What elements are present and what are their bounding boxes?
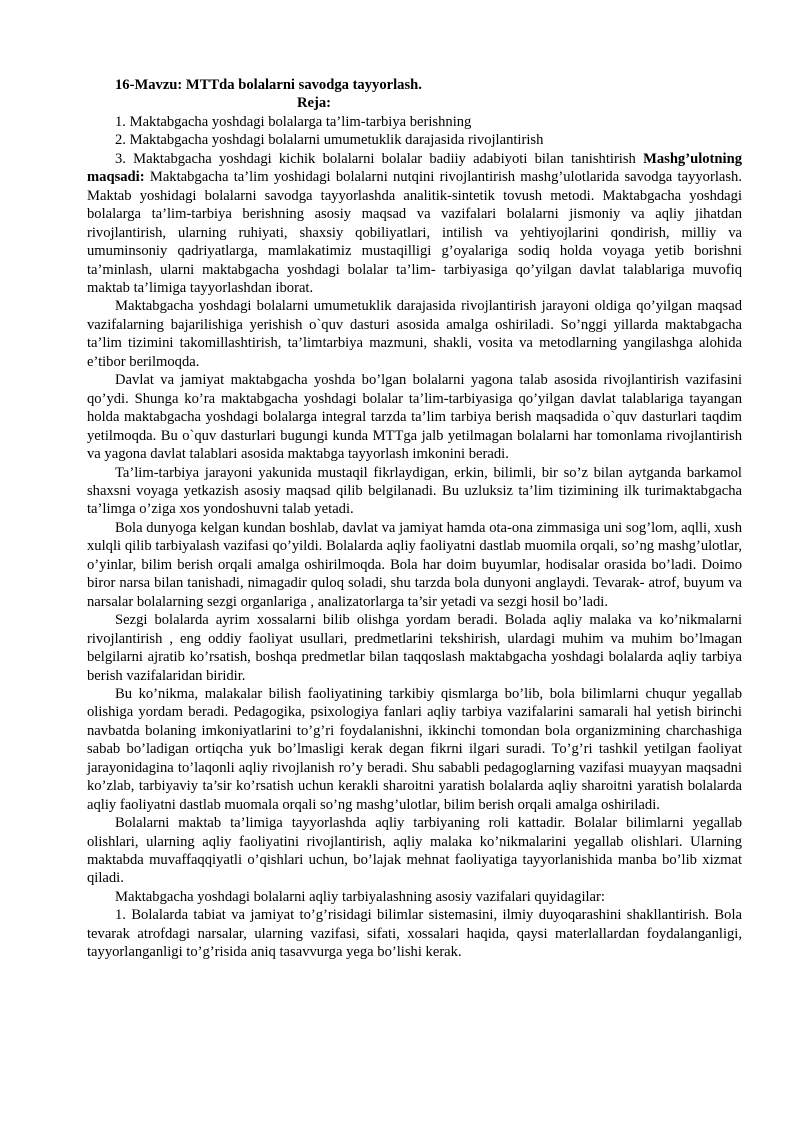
body-paragraph: 1. Bolalarda tabiat va jamiyat to’g’risidagi bilimlar sistemasini, ilmiy duyoqarashini shakllantirish. Bola tevarak atrofdagi narsalar, ularning vazifasi, sifati, xossalari haqida, qaysi materlallardan foydalanganligi, tayyorlanganligi to’g’risida aniq tasavvurga yega bo’lishi kerak. — [87, 907, 742, 961]
plan-heading: Reja: — [297, 95, 332, 112]
document-title: 16-Mavzu: MTTda bolalarni savodga tayyorlash. — [115, 77, 422, 93]
body-paragraph: Bola dunyoga kelgan kundan boshlab, davlat va jamiyat hamda ota-ona zimmasiga uni sog’lom, aqlli, xush xulqli qilib tarbiyalash vazifasi qo’yildi. Bolalarda aqliy faoliyatni dastlab muomila orqali, so’ng mashg’ulotlar, o’yinlar, bilim berish orqali amalga oshirilmoqda. Bola har doim buyumlar, hodisalar orasida bo’ladi. Doimo biror narsa bilan tanishadi, nimagadir quloq soladi, shu tarzda bola dunyoni anglaydi. Tevarak- atrof, buyum va narsalar bolalarning sezgi organlariga , analizatorlarga ta’sir yetadi va sezgi hosil bo’ladi. — [87, 519, 742, 610]
body-paragraph: Maktabgacha yoshdagi bolalarni aqliy tarbiyalashning asosiy vazifalari quyidagilar: — [115, 888, 605, 905]
plan-item: 1. Maktabgacha yoshdagi bolalarga ta’lim-tarbiya berishning — [115, 113, 472, 130]
body-paragraph: Bu ko’nikma, malakalar bilish faoliyatining tarkibiy qismlarga bo’lib, bola bilimlarni chuqur yegallab olishiga yordam beradi. Pedagogika, psixologiya fanlari aqliy tarbiya vazifalarini samarali hal yetish birinchi navbatda bolaning imkoniyatlarini to’g’ri foydalanishni, ikkinchi tomondan bola organizmining charchashiga sabab bo’ladigan ortiqcha yuk bo’lmasligi kerak degan fikrni ilgari suradi. To’g’ri tashkil yetilgan faoliyat jarayonidagina to’laqonli aqliy rivojlanish ro’y beradi. Shu sababli pedagoglarning vazifasi muayyan maqsadni ko’zlab, tarbiyaviy ta’sir ko’rsatish uchun kerakli sharoitni yaratish bolalarda aqliy sharoitni yaratish bolalarda aqliy faoliyatni dastlab muomala orqali so’ng mashg’ulotlar, bilim berish orqali amalga oshiriladi. — [87, 685, 742, 813]
plan-item: 2. Maktabgacha yoshdagi bolalarni umumetuklik darajasida rivojlantirish — [115, 132, 544, 149]
goal-label: Mashg’ulotning maqsadi: — [87, 150, 742, 186]
body-paragraph: Ta’lim-tarbiya jarayoni yakunida mustaqil fikrlaydigan, erkin, bilimli, bir so’z bilan aytganda barkamol shaxsni voyaga yetkazish asosiy maqsad qilib belgilanadi. Bu uzluksiz ta’lim tizimining ilk turimaktabgacha ta’limga o’ziga xos yondoshuvni talab yetadi. — [87, 464, 742, 518]
body-paragraph: Sezgi bolalarda ayrim xossalarni bilib olishga yordam beradi. Bolada aqliy malaka va ko’nikmalarni rivojlantirish , eng oddiy faoliyat usullari, predmetlarini tekshirish, ulardagi muhim va muhim bo’lmagan belgilarni ajratib ko’rsatish, boshqa predmetlar bilan taqqoslash maktabgacha yoshdagi bolalarda aqliy tarbiya berish vazifalaridan biridir. — [87, 612, 742, 684]
goal-text: Maktabgacha ta’lim yoshidagi bolalarni nutqini rivojlantirish mashg’ulotlarida savodga tayyorlash. Maktab yoshidagi bolalarni savodga tayyorlashda analitik-sintetik tovush metodi. Maktabgacha yoshdagi bolalarga ta’lim-tarbiya berishning asosiy maqsad va vazifalari bolalarni jismoniy va aqliy jihatdan rivojlantirish, ularning ruhiyati, shaxsiy qobiliyatlari, intilish va yehtiyojlarini qondirish, milliy va umuminsoniy qadriyatlarga, mamlakatimiz mustaqilligi g’oyalariga sodiq holda voyaga yetib borishni ta’minlash, ularni maktabgacha yoshdagi bolalar ta’lim- tarbiyasiga qo’yilgan davlat talablariga muvofiq maktab ta’limiga tayyorlashdan iborat. — [87, 169, 742, 296]
body-paragraph: Maktabgacha yoshdagi bolalarni umumetuklik darajasida rivojlantirish jarayoni oldiga qo’yilgan maqsad vazifalarning bajarilishiga yerishish o`quv dasturi asosida amalga oshiriladi. So’nggi yillarda maktabgacha ta’lim tizimini takomillashtirish, ta’limtarbiya mazmuni, shakli, vosita va metodlarning yangilashga alohida e’tibor berilmoqda. — [87, 298, 742, 370]
document-page — [87, 76, 742, 962]
body-paragraph: Davlat va jamiyat maktabgacha yoshda bo’lgan bolalarni yagona talab asosida rivojlantirish vazifasini qo’ydi. Shunga ko’ra maktabgacha yoshdagi bolalar ta’lim-tarbiyasiga qo’yilgan davlat talablariga tayangan holda maktabgacha yoshdagi bolalarga integral tarzda ta’lim tarbiya berish maqsadida o`quv dasturlari taqdim yetilmoqda. Bu o`quv dasturlari bugungi kunda MTTga jalb yetilmagan bolalarni har tomonlama rivojlantirish va yagona davlat talablari asosida maktabga tayyorlash imkonini beradi. — [87, 372, 742, 463]
body-paragraph: Bolalarni maktab ta’limiga tayyorlashda aqliy tarbiyaning roli kattadir. Bolalar bilimlarni yegallab olishlari, ularning aqliy faoliyatini rivojlantirish, aqliy malaka ko’nikmalarini yegallab olishlari. Ularning maktabda muvaffaqqiyatli o’qishlari uchun, bo’lajak mehnat faoliyatiga tayyorlanishida manba bo’lib xizmat qiladi. — [87, 815, 742, 887]
plan-item: 3. Maktabgacha yoshdagi kichik bolalarni bolalar badiiy adabiyoti bilan tanishtirish Mashg’ulotning maqsadi: Maktabgacha ta’lim yoshidagi bolalarni nutqini rivojlantirish mashg’ulotlarida savodga tayyorlash. Maktab yoshidagi bolalarni savodga tayyorlashda analitik-sintetik tovush metodi. Maktabgacha yoshdagi bolalarga ta’lim-tarbiya berishning asosiy maqsad va vazifalari bolalarni jismoniy va aqliy jihatdan rivojlantirish, ularning ruhiyati, shaxsiy qobiliyatlari, intilish va yehtiyojlarini qondirish, milliy va umuminsoniy qadriyatlarga, mamlakatimiz mustaqilligi g’oyalariga sodiq holda voyaga yetib borishni ta’minlash, ularni maktabgacha yoshdagi bolalar ta’lim- tarbiyasiga qo’yilgan davlat talablariga muvofiq maktab ta’limiga tayyorlashdan iborat. — [87, 150, 742, 296]
